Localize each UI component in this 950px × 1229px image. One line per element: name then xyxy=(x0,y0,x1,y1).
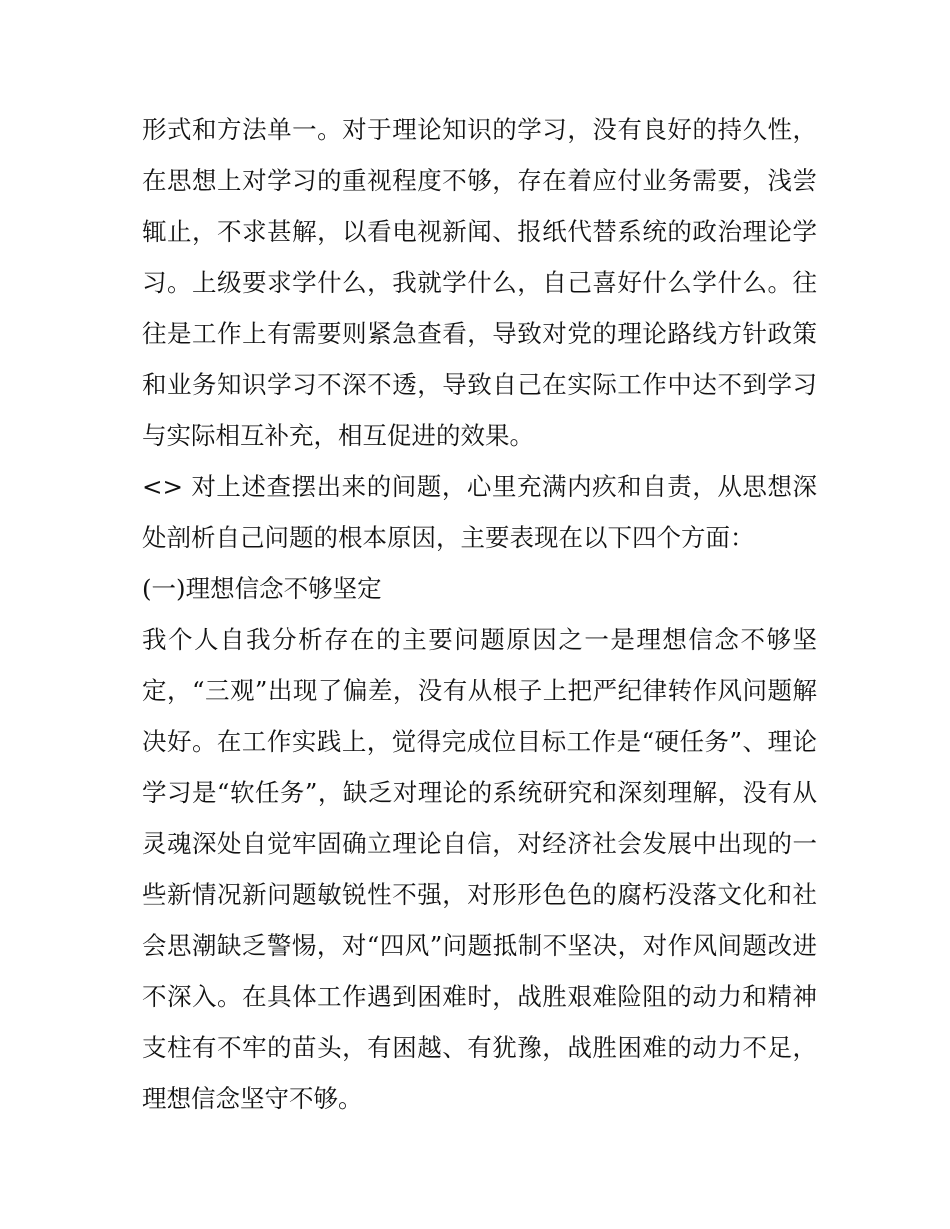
heading-text: (一)理想信念不够坚定 xyxy=(142,574,382,603)
paragraph-line: 支柱有不牢的苗头，有困越、有犹豫，战胜困难的动力不足， xyxy=(142,1033,817,1062)
paragraph-line: 不深入。在具体工作遇到困难时，战胜艰难险阻的动力和精神 xyxy=(142,982,817,1011)
paragraph-line: 往是工作上有需要则紧急查看，导致对党的理论路线方针政策 xyxy=(142,319,817,348)
paragraph-line: 会思潮缺乏警惕，对“四风”问题抵制不坚决，对作风间题改进 xyxy=(142,931,817,960)
paragraph-line: 与实际相互补充，相互促进的效果。 xyxy=(142,421,534,450)
paragraph-line: 形式和方法单一。对于理论知识的学习，没有良好的持久性， xyxy=(142,115,817,144)
paragraph-3 xyxy=(142,614,817,1124)
paragraph-line: 学习是“软任务”，缺乏对理论的系统研究和深刻理解，没有从 xyxy=(142,778,817,807)
paragraph-line: 在思想上对学习的重视程度不够，存在着应付业务需要，浅尝 xyxy=(142,166,817,195)
paragraph-line: 习。上级要求学什么，我就学什么，自己喜好什么学什么。往 xyxy=(142,268,817,297)
paragraph-2 xyxy=(142,461,817,563)
paragraph-line: 灵魂深处自觉牢固确立理论自信，对经济社会发展中出现的一 xyxy=(142,829,817,858)
document-body xyxy=(142,104,817,1124)
paragraph-line: 处剖析自己问题的根本原因，主要表现在以下四个方面： xyxy=(142,523,755,552)
paragraph-line: <> 对上述查摆出来的间题，心里充满内疚和自责，从思想深 xyxy=(142,472,817,501)
paragraph-1 xyxy=(142,104,817,461)
paragraph-line: 和业务知识学习不深不透，导致自己在实际工作中达不到学习 xyxy=(142,370,817,399)
paragraph-line: 定，“三观”出现了偏差，没有从根子上把严纪律转作风问题解 xyxy=(142,676,817,705)
section-heading xyxy=(142,563,817,614)
paragraph-line: 决好。在工作实践上，觉得完成位目标工作是“硬任务”、理论 xyxy=(142,727,817,756)
paragraph-line: 我个人自我分析存在的主要问题原因之一是理想信念不够坚 xyxy=(142,625,817,654)
paragraph-line: 辄止，不求甚解，以看电视新闻、报纸代替系统的政治理论学 xyxy=(142,217,817,246)
paragraph-line: 理想信念坚守不够。 xyxy=(142,1084,363,1113)
paragraph-line: 些新情况新问题敏锐性不强，对形形色色的腐朽没落文化和社 xyxy=(142,880,817,909)
